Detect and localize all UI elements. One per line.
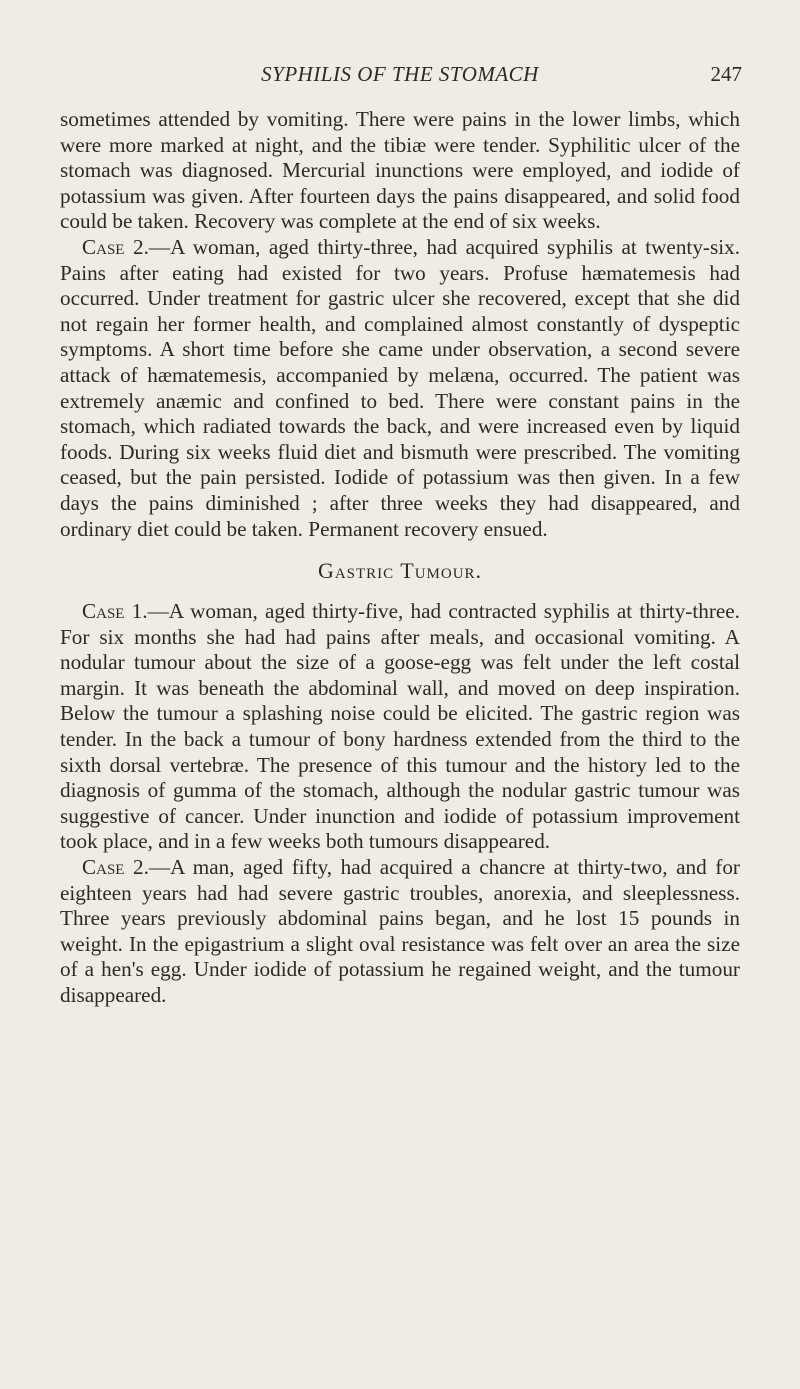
case-label: Case 1. bbox=[82, 599, 148, 624]
paragraph bbox=[60, 235, 740, 542]
paragraph-text: sometimes attended by vomiting. There were pains in the lower limbs, which were more marked at night, and the tibiæ were tender. Syphilitic ulcer of the stomach was diagnosed. Mercurial inunctions were employed, and iodide of potassium was given. After fourteen days the pains disappeared, and solid food could be taken. Recovery was complete at the end of six weeks. bbox=[60, 107, 740, 234]
paragraph bbox=[60, 107, 740, 235]
running-head bbox=[60, 62, 740, 92]
case-label: Case 2. bbox=[82, 855, 149, 880]
page-number: 247 bbox=[710, 62, 742, 86]
paragraph bbox=[60, 599, 740, 855]
paragraph-text: —A woman, aged thirty-five, had contracted syphilis at thirty-three. For six months she had had pains after meals, and occasional vomiting. A nodular tumour about the size of a goose-egg was felt under the left costal margin. It was beneath the abdominal wall, and moved on deep inspiration. Below the tumour a splashing noise could be elicited. The gastric region was tender. In the back a tumour of bony hardness extended from the third to the sixth dorsal vertebræ. The presence of this tumour and the history led to the diagnosis of gumma of the stomach, although the nodular gastric tumour was suggestive of cancer. Under inunction and iodide of potassium improvement took place, and in a few weeks both tumours disappeared. bbox=[60, 599, 740, 854]
section-heading: Gastric Tumour. bbox=[317, 558, 483, 584]
case-label: Case 2. bbox=[82, 234, 149, 259]
paragraph-text: —A man, aged fifty, had acquired a chancre at thirty-two, and for eighteen years had had severe gastric troubles, anorexia, and sleeplessness. Three years previously abdominal pains began, and he lost 15 pounds in weight. In the epigastrium a slight oval resistance was felt over an area the size of a hen's egg. Under iodide of potassium he regained weight, and the tumour disappeared. bbox=[60, 855, 740, 1007]
paragraph bbox=[60, 855, 740, 1009]
body-text bbox=[60, 107, 740, 1009]
paragraph-text: —A woman, aged thirty-three, had acquired syphilis at twenty-six. Pains after eating had existed for two years. Profuse hæmatemesis had occurred. Under treatment for gastric ulcer she recovered, except that she did not regain her former health, and complained almost constantly of dyspeptic symptoms. A short time before she came under observation, a second severe attack of hæmatemesis, accompanied by melæna, occurred. The patient was extremely anæmic and confined to bed. There were constant pains in the stomach, which radiated towards the back, and were increased even by liquid foods. During six weeks fluid diet and bismuth were prescribed. The vomiting ceased, but the pain persisted. Iodide of potassium was then given. In a few days the pains diminished ; after three weeks they had disappeared, and ordinary diet could be taken. Permanent recovery ensued. bbox=[60, 234, 740, 541]
running-title: SYPHILIS OF THE STOMACH bbox=[261, 62, 539, 86]
